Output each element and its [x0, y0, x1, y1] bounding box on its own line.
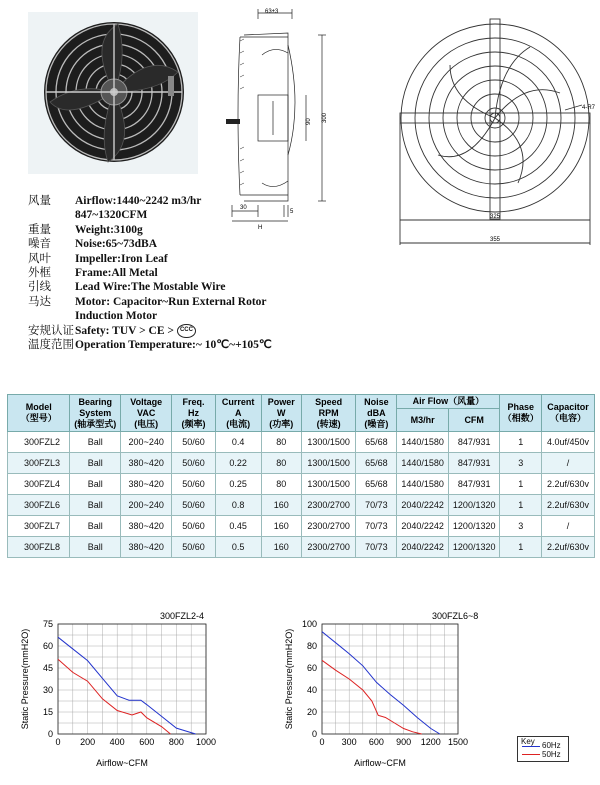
- table-cell: 1440/1580: [397, 474, 449, 495]
- table-cell: 1200/1320: [448, 537, 500, 558]
- x-tick-label: 400: [109, 737, 125, 747]
- table-cell: 300FZL6: [8, 495, 70, 516]
- table-cell: 80: [261, 474, 301, 495]
- spec-label-zh: 重量: [28, 223, 51, 236]
- header-current: Current A (电流): [215, 395, 261, 432]
- table-cell: 2040/2242: [397, 516, 449, 537]
- table-cell: 300FZL3: [8, 453, 70, 474]
- table-row: [8, 516, 595, 537]
- y-tick-label: 80: [306, 641, 317, 651]
- table-cell: 0.22: [215, 453, 261, 474]
- table-cell: 380~420: [121, 474, 172, 495]
- dim-height: 300: [322, 112, 328, 123]
- spec-row: [28, 252, 328, 266]
- legend-50hz-label: 50Hz: [542, 750, 561, 759]
- table-cell: 380~420: [121, 537, 172, 558]
- dim-355: 355: [490, 237, 501, 243]
- table-cell: 847/931: [448, 474, 500, 495]
- legend-key: [517, 736, 569, 762]
- x-tick-label: 900: [396, 737, 412, 747]
- table-row: [8, 537, 595, 558]
- spec-value: Motor: Capacitor~Run External Rotor: [75, 295, 267, 308]
- x-tick-label: 600: [139, 737, 155, 747]
- x-tick-label: 600: [368, 737, 384, 747]
- table-row: [8, 495, 595, 516]
- series-line-60hz: [322, 632, 440, 734]
- spec-row: [28, 324, 328, 338]
- table-cell: 80: [261, 453, 301, 474]
- table-cell: 50/60: [172, 432, 215, 453]
- x-tick-label: 200: [80, 737, 96, 747]
- table-cell: 65/68: [356, 474, 397, 495]
- table-cell: /: [541, 516, 594, 537]
- spec-value: Operation Temperature:~ 10℃~+105℃: [75, 339, 272, 352]
- spec-row: [28, 280, 328, 294]
- dim-h: H: [258, 225, 263, 231]
- table-row: [8, 432, 595, 453]
- y-tick-label: 40: [306, 685, 317, 695]
- table-cell: 2040/2242: [397, 495, 449, 516]
- x-tick-label: 1500: [447, 737, 469, 747]
- table-cell: 50/60: [172, 537, 215, 558]
- table-cell: 50/60: [172, 516, 215, 537]
- spec-row: [28, 237, 328, 251]
- table-cell: 70/73: [356, 537, 397, 558]
- header-freq: Freq. Hz (频率): [172, 395, 215, 432]
- table-cell: 3: [500, 453, 541, 474]
- spec-value: Safety: TUV > CE >: [75, 324, 174, 337]
- table-cell: 2300/2700: [301, 516, 356, 537]
- spec-label-zh: 安规认证: [28, 324, 74, 337]
- x-axis-label: Airflow~CFM: [96, 758, 148, 768]
- table-cell: 160: [261, 537, 301, 558]
- spec-value: Lead Wire:The Mostable Wire: [75, 281, 226, 294]
- dim-325: 325: [490, 214, 501, 220]
- table-cell: 4.0uf/450v: [541, 432, 594, 453]
- table-cell: 70/73: [356, 495, 397, 516]
- y-tick-label: 45: [42, 663, 53, 673]
- model-table: [7, 394, 595, 558]
- spec-row: [28, 266, 328, 280]
- table-cell: 0.5: [215, 537, 261, 558]
- dim-5: 5: [290, 209, 294, 215]
- table-cell: 1300/1500: [301, 453, 356, 474]
- spec-value: Airflow:1440~2242 m3/hr: [75, 195, 202, 207]
- table-cell: 1440/1580: [397, 432, 449, 453]
- table-cell: 0.8: [215, 495, 261, 516]
- chart-title: 300FZL6~8: [432, 611, 479, 621]
- table-row: [8, 453, 595, 474]
- table-cell: 200~240: [121, 432, 172, 453]
- spec-row: [28, 194, 328, 208]
- table-cell: 1: [500, 432, 541, 453]
- table-cell: 160: [261, 495, 301, 516]
- table-cell: 847/931: [448, 432, 500, 453]
- y-tick-label: 30: [42, 685, 53, 695]
- dim-holes: 4-R7: [582, 105, 596, 111]
- dim-30: 30: [240, 205, 247, 211]
- header-airflow: Air Flow（风量）: [397, 395, 500, 409]
- header-speed: Speed RPM (转速): [301, 395, 356, 432]
- table-cell: 1440/1580: [397, 453, 449, 474]
- y-tick-label: 0: [47, 729, 53, 739]
- y-tick-label: 60: [42, 641, 53, 651]
- y-tick-label: 75: [42, 619, 53, 629]
- table-cell: 2.2uf/630v: [541, 495, 594, 516]
- spec-value: Noise:65~73dBA: [75, 238, 158, 251]
- table-cell: 70/73: [356, 516, 397, 537]
- table-cell: /: [541, 453, 594, 474]
- table-cell: 2300/2700: [301, 495, 356, 516]
- dim-top-width: 63±3: [265, 9, 279, 15]
- table-cell: Ball: [70, 474, 121, 495]
- table-cell: 1200/1320: [448, 495, 500, 516]
- table-cell: 1300/1500: [301, 432, 356, 453]
- table-cell: 2.2uf/630v: [541, 537, 594, 558]
- table-cell: 1: [500, 495, 541, 516]
- header-cfm: CFM: [448, 409, 500, 432]
- spec-value: Impeller:Iron Leaf: [75, 252, 168, 265]
- table-row: [8, 474, 595, 495]
- header-model: Model （型号）: [8, 395, 70, 432]
- table-cell: 300FZL2: [8, 432, 70, 453]
- header-noise: Noise dBA (噪音): [356, 395, 397, 432]
- x-tick-label: 0: [55, 737, 61, 747]
- spec-row: [28, 309, 328, 323]
- table-cell: Ball: [70, 537, 121, 558]
- header-bearing: Bearing System (轴承型式): [70, 395, 121, 432]
- x-axis-label: Airflow~CFM: [354, 758, 406, 768]
- spec-label-zh: [28, 309, 75, 323]
- table-cell: 300FZL7: [8, 516, 70, 537]
- table-cell: 160: [261, 516, 301, 537]
- legend-title: Key: [521, 737, 535, 746]
- table-cell: Ball: [70, 516, 121, 537]
- spec-row: [28, 295, 328, 309]
- table-cell: 1200/1320: [448, 516, 500, 537]
- dim-hub: 90: [306, 118, 312, 125]
- table-cell: 50/60: [172, 474, 215, 495]
- table-cell: 380~420: [121, 516, 172, 537]
- spec-label-zh: 风量: [28, 195, 51, 207]
- front-view-drawing: [390, 5, 596, 250]
- table-cell: 2300/2700: [301, 537, 356, 558]
- spec-row: [28, 208, 328, 222]
- fan-photo: [28, 12, 198, 174]
- table-cell: 380~420: [121, 453, 172, 474]
- table-cell: 65/68: [356, 432, 397, 453]
- y-tick-label: 15: [42, 707, 53, 717]
- spec-label-zh: 温度范围: [28, 339, 74, 352]
- table-cell: 0.4: [215, 432, 261, 453]
- legend-50hz-line: [522, 754, 540, 755]
- header-power: Power W (功率): [261, 395, 301, 432]
- series-line-50hz: [58, 659, 170, 734]
- legend-60hz-label: 60Hz: [542, 741, 561, 750]
- spec-row: [28, 223, 328, 237]
- x-tick-label: 300: [341, 737, 357, 747]
- table-cell: 0.25: [215, 474, 261, 495]
- x-tick-label: 0: [319, 737, 325, 747]
- y-tick-label: 100: [301, 619, 317, 629]
- y-tick-label: 20: [306, 707, 317, 717]
- table-cell: 1: [500, 537, 541, 558]
- table-cell: 2040/2242: [397, 537, 449, 558]
- table-cell: 80: [261, 432, 301, 453]
- table-cell: 300FZL8: [8, 537, 70, 558]
- chart-title: 300FZL2-4: [160, 611, 205, 621]
- table-cell: 300FZL4: [8, 474, 70, 495]
- spec-row: [28, 338, 328, 352]
- table-cell: Ball: [70, 453, 121, 474]
- table-cell: 50/60: [172, 453, 215, 474]
- table-cell: 1300/1500: [301, 474, 356, 495]
- header-m3hr: M3/hr: [397, 409, 449, 432]
- header-capacitor: Capacitor （电容）: [541, 395, 594, 432]
- x-tick-label: 1000: [195, 737, 217, 747]
- spec-label-zh: 引线: [28, 281, 51, 294]
- legend-60hz-line: [522, 746, 540, 747]
- spec-value: Frame:All Metal: [75, 267, 158, 280]
- table-cell: 50/60: [172, 495, 215, 516]
- header-phase: Phase （相数）: [500, 395, 541, 432]
- table-cell: 2.2uf/630v: [541, 474, 594, 495]
- series-line-60hz: [58, 637, 196, 734]
- ccc-mark: CCC: [177, 324, 196, 338]
- table-cell: 1: [500, 474, 541, 495]
- performance-charts: [0, 600, 600, 785]
- table-cell: Ball: [70, 432, 121, 453]
- header-voltage: Voltage VAC (电压): [121, 395, 172, 432]
- table-cell: 3: [500, 516, 541, 537]
- x-tick-label: 1200: [420, 737, 441, 747]
- y-axis-label: Static Pressure(mmH2O): [20, 628, 30, 730]
- spec-label-zh: 马达: [28, 295, 51, 308]
- table-cell: Ball: [70, 495, 121, 516]
- y-tick-label: 0: [311, 729, 317, 739]
- y-tick-label: 60: [306, 663, 317, 673]
- spec-label-zh: 外框: [28, 267, 51, 280]
- table-cell: 200~240: [121, 495, 172, 516]
- spec-label-zh: 噪音: [28, 238, 51, 251]
- table-cell: 847/931: [448, 453, 500, 474]
- table-cell: 65/68: [356, 453, 397, 474]
- table-cell: 0.45: [215, 516, 261, 537]
- spec-value: 847~1320CFM: [75, 209, 148, 222]
- spec-value: Induction Motor: [75, 310, 158, 323]
- specs-list: [28, 194, 328, 352]
- y-axis-label: Static Pressure(mmH2O): [284, 628, 294, 730]
- spec-value: Weight:3100g: [75, 223, 143, 236]
- x-tick-label: 800: [168, 737, 184, 747]
- spec-label-zh: [28, 208, 75, 222]
- spec-label-zh: 风叶: [28, 252, 51, 265]
